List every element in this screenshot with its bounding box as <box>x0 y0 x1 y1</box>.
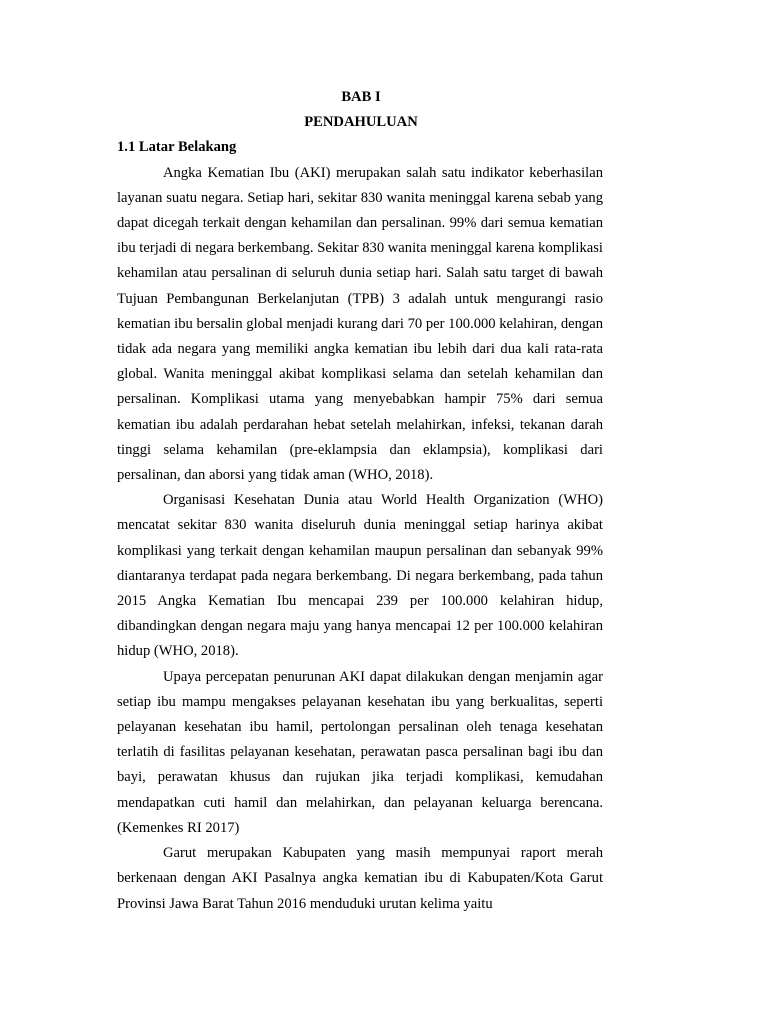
paragraph: Garut merupakan Kabupaten yang masih mempunyai raport merah berkenaan dengan AKI Pasalnya angka kematian ibu di Kabupaten/Kota Garut Provinsi Jawa Barat Tahun 2016 menduduki urutan kelima yaitu <box>117 845 603 912</box>
chapter-number: BAB I <box>341 89 381 105</box>
paragraph: Organisasi Kesehatan Dunia atau World Health Organization (WHO) mencatat sekitar 830 wanita diseluruh dunia meninggal setiap harinya akibat komplikasi yang terkait dengan kehamilan maupun persalinan dan sebanyak 99% diantaranya terdapat pada negara berkembang. Di negara berkembang, pada tahun 2015 Angka Kematian Ibu mencapai 239 per 100.000 kelahiran hidup, dibandingkan dengan negara maju yang hanya mencapai 12 per 100.000 kelahiran hidup (WHO, 2018). <box>117 492 603 660</box>
paragraph: Upaya percepatan penurunan AKI dapat dilakukan dengan menjamin agar setiap ibu mampu mengakses pelayanan kesehatan ibu yang berkualitas, seperti pelayanan kesehatan ibu hamil, pertolongan persalinan oleh tenaga kesehatan terlatih di fasilitas pelayanan kesehatan, perawatan pasca persalinan bagi ibu dan bayi, perawatan khusus dan rujukan jika terjadi komplikasi, kemudahan mendapatkan cuti hamil dan melahirkan, dan pelayanan keluarga berencana. (Kemenkes RI 2017) <box>117 668 603 836</box>
page-content <box>117 85 603 917</box>
section-heading: 1.1 Latar Belakang <box>117 139 237 156</box>
paragraph: Angka Kematian Ibu (AKI) merupakan salah satu indikator keberhasilan layanan suatu negara. Setiap hari, sekitar 830 wanita meninggal karena sebab yang dapat dicegah terkait dengan kehamilan dan persalinan. 99% dari semua kematian ibu terjadi di negara berkembang. Sekitar 830 wanita meninggal karena komplikasi kehamilan atau persalinan di seluruh dunia setiap hari. Salah satu target di bawah Tujuan Pembangunan Berkelanjutan (TPB) 3 adalah untuk mengurangi rasio kematian ibu bersalin global menjadi kurang dari 70 per 100.000 kelahiran, dengan tidak ada negara yang memiliki angka kematian ibu lebih dari dua kali rata-rata global. Wanita meninggal akibat komplikasi selama dan setelah kehamilan dan persalinan. Komplikasi utama yang menyebabkan hampir 75% dari semua kematian ibu adalah perdarahan hebat setelah melahirkan, infeksi, tekanan darah tinggi selama kehamilan (pre-eklampsia dan eklampsia), komplikasi dari persalinan, dan aborsi yang tidak aman (WHO, 2018). <box>117 164 603 484</box>
chapter-title: PENDAHULUAN <box>304 114 418 131</box>
